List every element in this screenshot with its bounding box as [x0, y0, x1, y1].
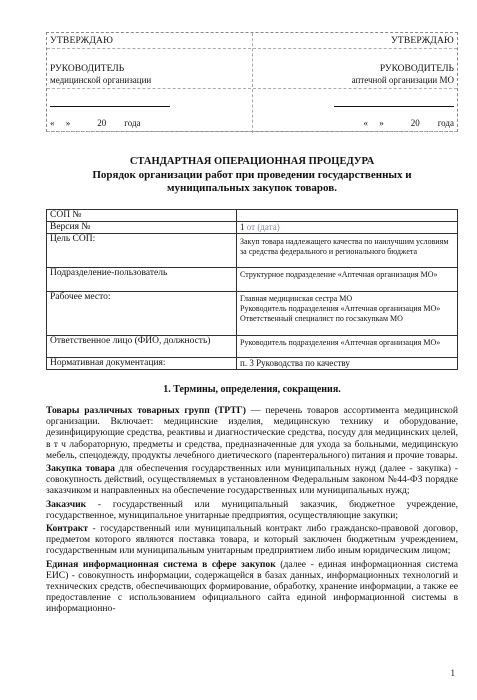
- table-row: [47, 358, 458, 370]
- definition-paragraph: [46, 499, 458, 521]
- definition-paragraph: [46, 559, 458, 615]
- organization-label: аптечной организации МО: [351, 75, 454, 85]
- signature-line: [50, 106, 170, 107]
- document-title: СТАНДАРТНАЯ ОПЕРАЦИОННАЯ ПРОЦЕДУРА: [129, 156, 375, 167]
- table-key: Нормативная документация:: [47, 358, 237, 370]
- table-row: [47, 234, 458, 268]
- version-date: от (дата): [244, 222, 280, 232]
- document-subtitle: Порядок организации работ при проведении государственных и: [92, 169, 412, 181]
- definition-term: Контракт: [46, 523, 89, 535]
- approve-label: УТВЕРЖДАЮ: [50, 36, 114, 46]
- definition-term: Единая информационная система в сфере закупок: [46, 558, 276, 570]
- section-heading: 1. Термины, определения, сокращения.: [163, 384, 341, 395]
- table-row: [47, 336, 458, 358]
- definition-text: - государственный или муниципальный контракт либо гражданско-правовой договор, предметом которого являются поставка товара, и который заключен бюджетным учреждением, государственным или муниципальным унитарным предприятием либо иным юридическим лицом;: [46, 523, 458, 557]
- table-value: [237, 292, 458, 336]
- table-key: Подразделение-пользователь: [47, 268, 237, 292]
- table-value: [237, 222, 458, 234]
- table-key: Ответственное лицо (ФИО, должность): [47, 336, 237, 358]
- approval-right: [251, 33, 457, 133]
- page-number: 1: [450, 668, 455, 678]
- table-value: Руководитель подразделения «Аптечная организация МО»: [237, 336, 458, 358]
- signature-line: [334, 106, 454, 107]
- table-key: Цель СОП:: [47, 234, 237, 268]
- table-row: [47, 222, 458, 234]
- table-row: [47, 210, 458, 222]
- workplace-item: Ответственный специалист по госзакупкам МО: [240, 314, 403, 323]
- date-line: « » 20 года: [50, 118, 141, 128]
- version-number: 1: [240, 222, 245, 232]
- approval-block: [46, 32, 458, 132]
- workplace-item: Главная медицинская сестра МО: [240, 294, 353, 303]
- definition-term: Закупка товара: [46, 463, 115, 475]
- table-row: [47, 292, 458, 336]
- definition-text: (далее - единая информационная система ЕИС) - совокупность информации, содержащейся в базах данных, информационных технологий и технических средств, обеспечивающих формирование, обработку, хранение информации, а также ее предоставление с использованием официального сайта единой информационной системы в информационно-: [46, 558, 458, 615]
- table-value: Закуп товара надлежащего качества по наилучшим условиям за средства федерального и регионального бюджета: [237, 234, 458, 268]
- table-row: [47, 268, 458, 292]
- table-value: п. 3 Руководства по качеству: [237, 358, 458, 370]
- definition-paragraph: [46, 463, 458, 497]
- manager-label: РУКОВОДИТЕЛЬ: [379, 64, 454, 74]
- table-value: Структурное подразделение «Аптечная организация МО»: [237, 268, 458, 292]
- workplace-item: Руководитель подразделения «Аптечная организация МО»: [240, 304, 441, 313]
- document-subtitle-cont: муниципальных закупок товаров.: [167, 182, 337, 194]
- definition-paragraph: [46, 405, 458, 461]
- definition-text: — перечень товаров ассортимента медицинской организации. Включает: медицинские изделия, медицинскую технику и оборудование, дезинфицирующие средства, реактивы и диагностические средства, посуду для медицинских целей, в т ч лабораторную, предметы и средства, предназначенные для ухода за больными, медицинскую мебель, спецодежду, продукты лечебного диетического (парентерального) питания и прочие товары.: [46, 405, 458, 461]
- organization-label: медицинской организации: [50, 75, 152, 85]
- definition-text: - государственный или муниципальный заказчик, бюджетное учреждение, государственное, муниципальное унитарные предприятия, осуществляющие закупки;: [46, 498, 458, 521]
- date-line: « » 20 года: [363, 118, 454, 128]
- table-key: СОП №: [47, 210, 237, 222]
- approve-label: УТВЕРЖДАЮ: [390, 36, 454, 46]
- definition-paragraph: [46, 523, 458, 557]
- table-key: Версия №: [47, 222, 237, 234]
- manager-label: РУКОВОДИТЕЛЬ: [50, 64, 125, 74]
- definition-term: Заказчик: [46, 498, 87, 510]
- table-value: [237, 210, 458, 222]
- section-body: [46, 405, 458, 615]
- approval-left: [47, 33, 253, 133]
- definition-term: Товары различных товарных групп (ТРТГ): [46, 405, 246, 416]
- definition-text: для обеспечения государственных или муниципальных нужд (далее - закупка) - совокупность действий, осуществляемых в установленном Федеральным законом №44-ФЗ порядке заказчиком и направленных на обеспечение государственных или муниципальных нужд;: [46, 463, 458, 497]
- table-key: Рабочее место:: [47, 292, 237, 336]
- sop-info-table: [46, 209, 458, 370]
